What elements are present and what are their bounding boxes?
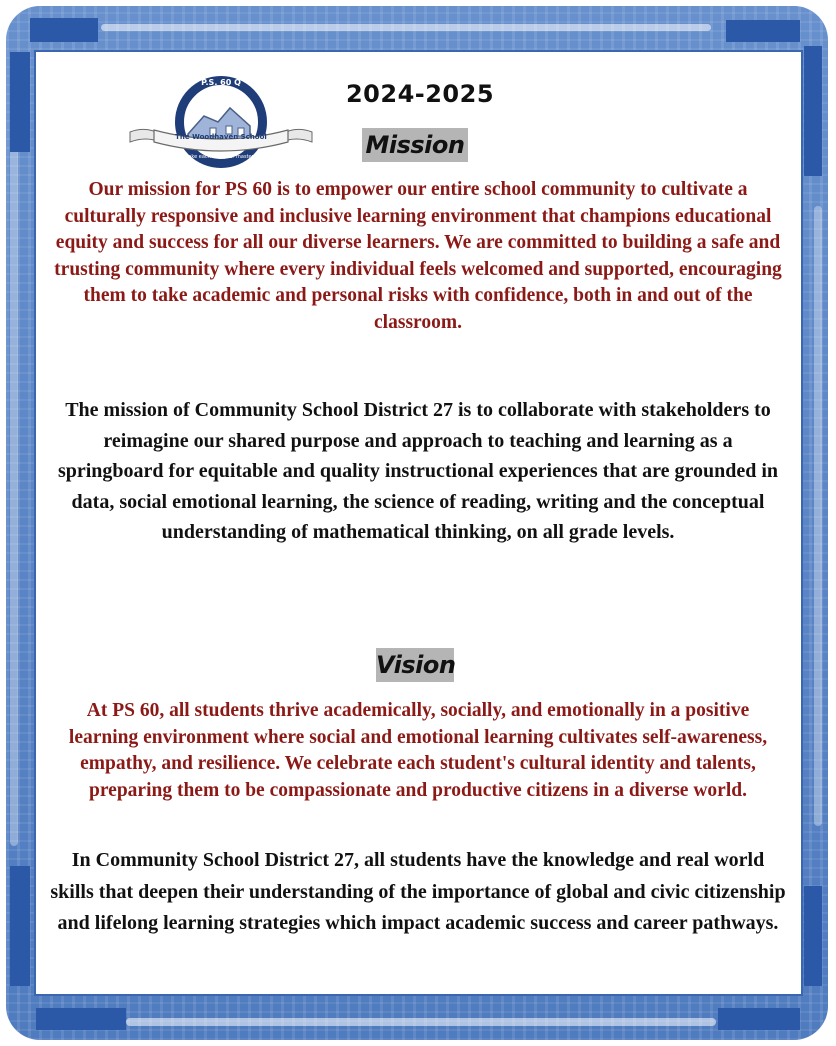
- vision-heading: Vision: [376, 648, 454, 682]
- school-mission-statement: Our mission for PS 60 is to empower our entire school community to cultivate a culturally responsive and inclusive learning environment that champions educational equity and success for all our diverse learners. We are committed to building a safe and trusting community where every individual feels welcomed and supported, encouraging them to take academic and personal risks with confidence, both in and out of the classroom.: [54, 179, 782, 333]
- mission-heading: Mission: [362, 128, 468, 162]
- school-year-title: 2024-2025: [345, 80, 495, 108]
- school-vision-statement: At PS 60, all students thrive academically, socially, and emotionally in a positive learning environment where social and emotional learning cultivates self-awareness, empathy, and resilience. We celebrate each student's cultural identity and talents, preparing them to be compassionate and productive citizens in a diverse world.: [68, 700, 768, 801]
- school-logo: [126, 72, 316, 172]
- logo-motto: Make each day your masterpiece: [184, 154, 268, 160]
- district-mission-statement: The mission of Community School District 27 is to collaborate with stakeholders to reimagine our shared purpose and approach to teaching and learning as a springboard for equitable and quality instructional experiences that are grounded in data, social emotional learning, the science of reading, writing and the conceptual understanding of mathematical thinking, on all grade levels.: [57, 399, 779, 543]
- district-vision-statement: In Community School District 27, all students have the knowledge and real world skills that deepen their understanding of the importance of global and civic citizenship and lifelong learning strategies which impact academic success and career pathways.: [50, 849, 786, 934]
- logo-top-text: P.S. 60 Q: [201, 78, 241, 87]
- logo-banner-text: The Woodhaven School: [175, 133, 267, 141]
